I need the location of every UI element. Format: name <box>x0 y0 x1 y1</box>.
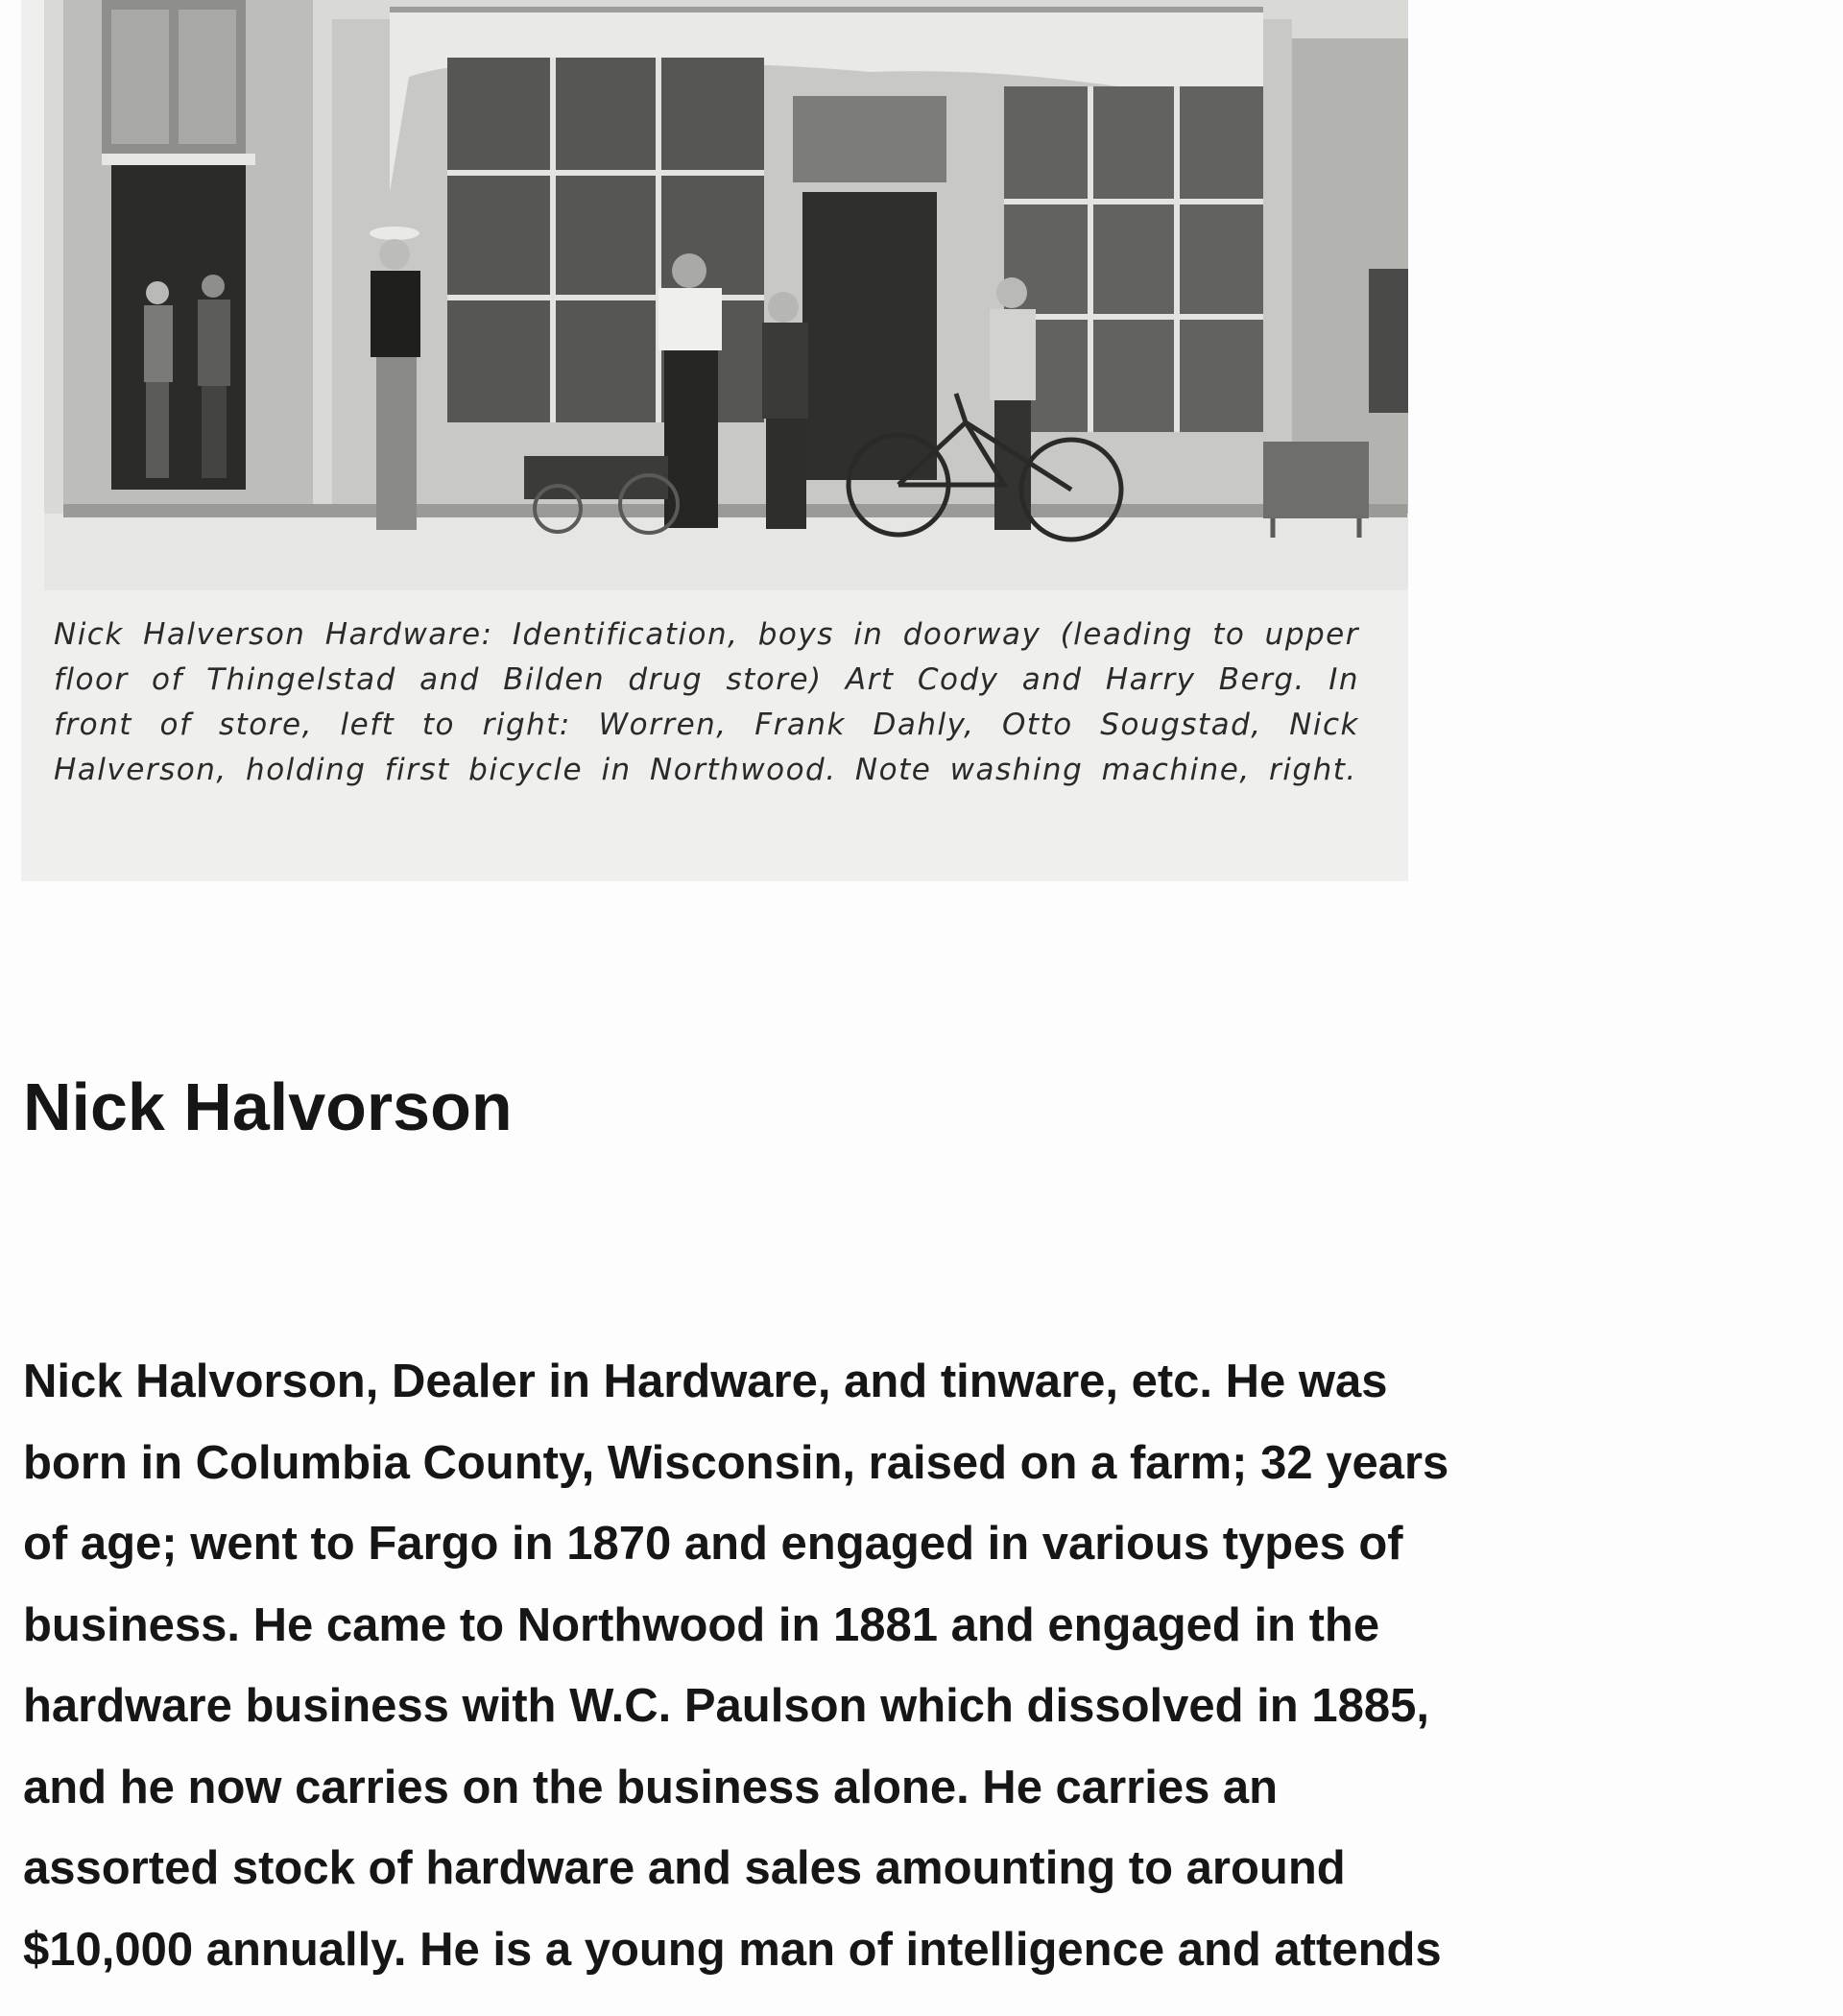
storefront-photo <box>44 0 1408 590</box>
photo-with-caption <box>21 0 1408 881</box>
photo-caption: Nick Halverson Hardware: Identification, boys in doorway (leading to upper floor of Thingelstad and Bilden drug store) Art Cody and Harry Berg. In front of store, left to right: Worren, Frank Dahly, Otto Sougstad, Nick Halverson, holding first bicycle in Northwood. Note washing machine, right. <box>54 617 1359 787</box>
biography-text: Nick Halvorson, Dealer in Hardware, and tinware, etc. He was born in Columbia County, Wisconsin, raised on a farm; 32 years of age; went to Fargo in 1870 and engaged in various types of business. He came to Northwood in 1881 and engaged in the hardware business with W.C. Paulson which dissolved in 1885, and he now carries on the business alone. He carries an assorted stock of hardware and sales amounting to around $10,000 annually. He is a young man of intelligence and attends <box>23 1356 1449 1976</box>
historic-storefront-photo <box>44 0 1408 590</box>
page-title: Nick Halvorson <box>23 1069 513 1144</box>
